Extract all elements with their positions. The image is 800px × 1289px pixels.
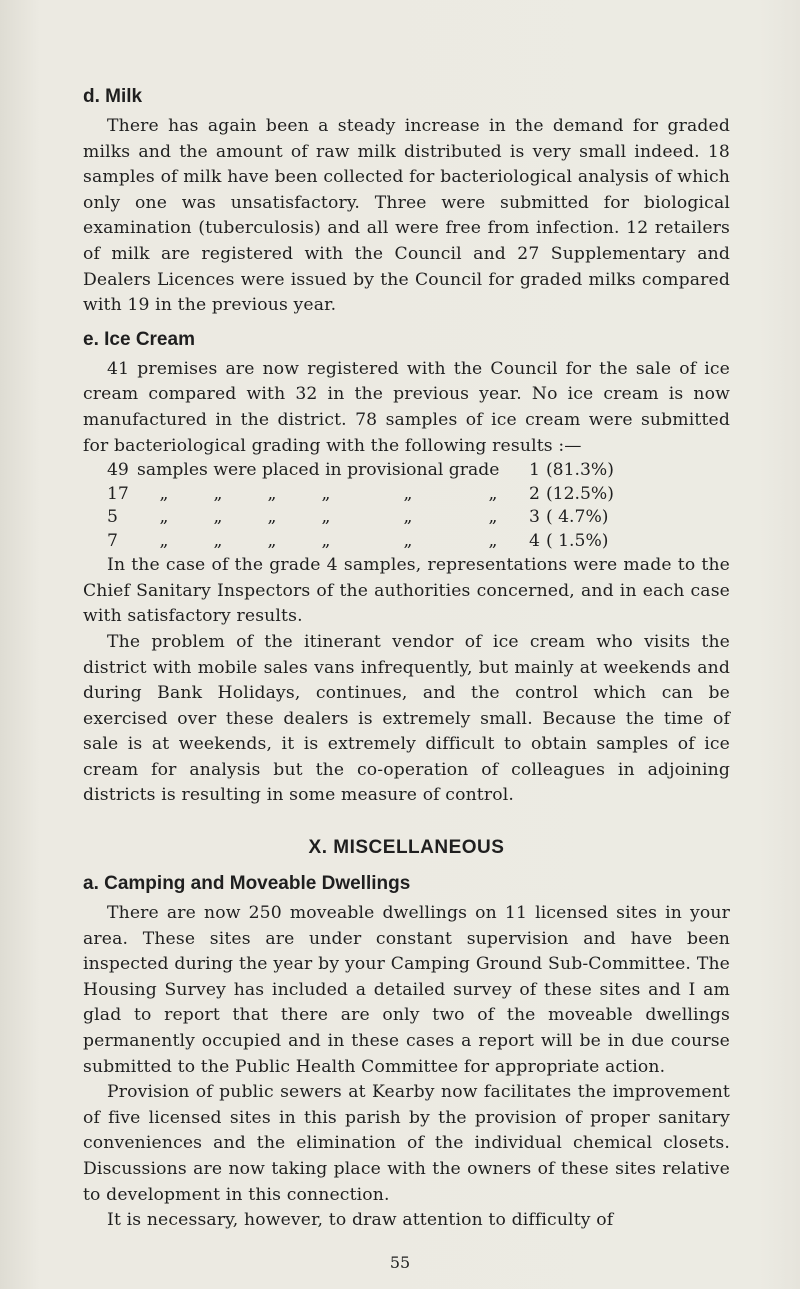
ditto-mark: „: [213, 530, 223, 551]
grade-number: 3: [529, 507, 540, 528]
sample-count: 17: [107, 483, 129, 504]
sample-count: 49: [107, 460, 129, 481]
results-row: [107, 530, 614, 554]
grade-4-paragraph: In the case of the grade 4 samples, representations were made to the Chief Sanitary Inspectors of the authorities concerned, and in each case with satisfactory results.: [83, 555, 730, 627]
ditto-mark: „: [267, 530, 277, 551]
ditto-mark: „: [403, 483, 413, 504]
camping-paragraph-2: Provision of public sewers at Kearby now facilitates the improvement of five licensed sites in this parish by the provision of proper sanitary conveniences and the elimination of the individual chemical closets. Discussions are now taking place with the owners of these sites relative to development in this connection.: [83, 1082, 730, 1205]
ice-cream-intro: 41 premises are now registered with the Council for the sale of ice cream compared with 32 in the previous year. No ice cream is now manufactured in the district. 78 samples of ice cream were submitted for bacteriological grading with the following results :—: [83, 358, 730, 456]
results-row: [107, 483, 614, 507]
itinerant-vendor-paragraph: The problem of the itinerant vendor of ice cream who visits the district with mobile sales vans infrequently, but mainly at weekends and during Bank Holidays, continues, and the control which can be exercised over these dealers is extremely small. Because the time of sale is at weekends, it is extremely difficult to obtain samples of ice cream for analysis but the co-operation of colleagues in adjoining districts is resulting in some measure of control.: [83, 631, 730, 806]
milk-heading: d. Milk: [83, 86, 143, 107]
ditto-mark: „: [488, 507, 498, 528]
ditto-mark: „: [267, 507, 277, 528]
ditto-mark: „: [159, 530, 169, 551]
milk-section: [83, 84, 730, 319]
ditto-mark: „: [488, 530, 498, 551]
ditto-mark: „: [403, 507, 413, 528]
ditto-mark: „: [321, 530, 331, 551]
camping-heading: a. Camping and Moveable Dwellings: [83, 873, 411, 895]
sample-count: 7: [107, 530, 118, 551]
grade-number: 1: [529, 460, 540, 481]
ditto-mark: „: [213, 507, 223, 528]
grade-number: 2: [529, 483, 540, 504]
page-number: 55: [389, 1253, 411, 1272]
sample-count: 5: [107, 507, 118, 528]
ice-cream-section: [83, 327, 730, 809]
grade-percentage: ( 4.7%): [545, 507, 609, 528]
miscellaneous-heading: X. MISCELLANEOUS: [308, 837, 505, 859]
ditto-mark: „: [403, 530, 413, 551]
result-text: samples were placed in provisional grade: [137, 460, 500, 481]
grade-number: 4: [529, 530, 540, 551]
results-row: [107, 506, 614, 530]
ditto-mark: „: [267, 483, 277, 504]
ditto-mark: „: [159, 483, 169, 504]
grade-percentage: (12.5%): [545, 483, 614, 504]
camping-paragraph-3: It is necessary, however, to draw attention to difficulty of: [107, 1210, 614, 1231]
ice-cream-heading: e. Ice Cream: [83, 328, 195, 350]
results-row: [107, 459, 614, 483]
grade-percentage: (81.3%): [545, 460, 614, 481]
ditto-mark: „: [213, 483, 223, 504]
ditto-mark: „: [488, 483, 498, 504]
milk-paragraph: There has again been a steady increase in the demand for graded milks and the amount of raw milk distributed is very small indeed. 18 samples of milk have been collected for bacteriological analysis of which only one was unsatisfactory. Three were submitted for biological examination (tuberculosis) and all were free from infection. 12 retailers of milk are registered with the Council and 27 Supplementary and Dealers Licences were issued by the Council for graded milks compared with 19 in the previous year.: [83, 116, 730, 316]
ditto-mark: „: [159, 507, 169, 528]
ditto-mark: „: [321, 483, 331, 504]
ditto-mark: „: [321, 507, 331, 528]
grading-results-table: [107, 459, 614, 553]
camping-section: [83, 871, 730, 1234]
grade-percentage: ( 1.5%): [545, 530, 609, 551]
camping-paragraph-1: There are now 250 moveable dwellings on 11 licensed sites in your area. These sites are under constant supervision and have been inspected during the year by your Camping Ground Sub-Committee. The Housing Survey has included a detailed survey of these sites and I am glad to report that there are only two of the moveable dwellings permanently occupied and in these cases a report will be in due course submitted to the Public Health Committee for appropriate action.: [83, 903, 730, 1077]
